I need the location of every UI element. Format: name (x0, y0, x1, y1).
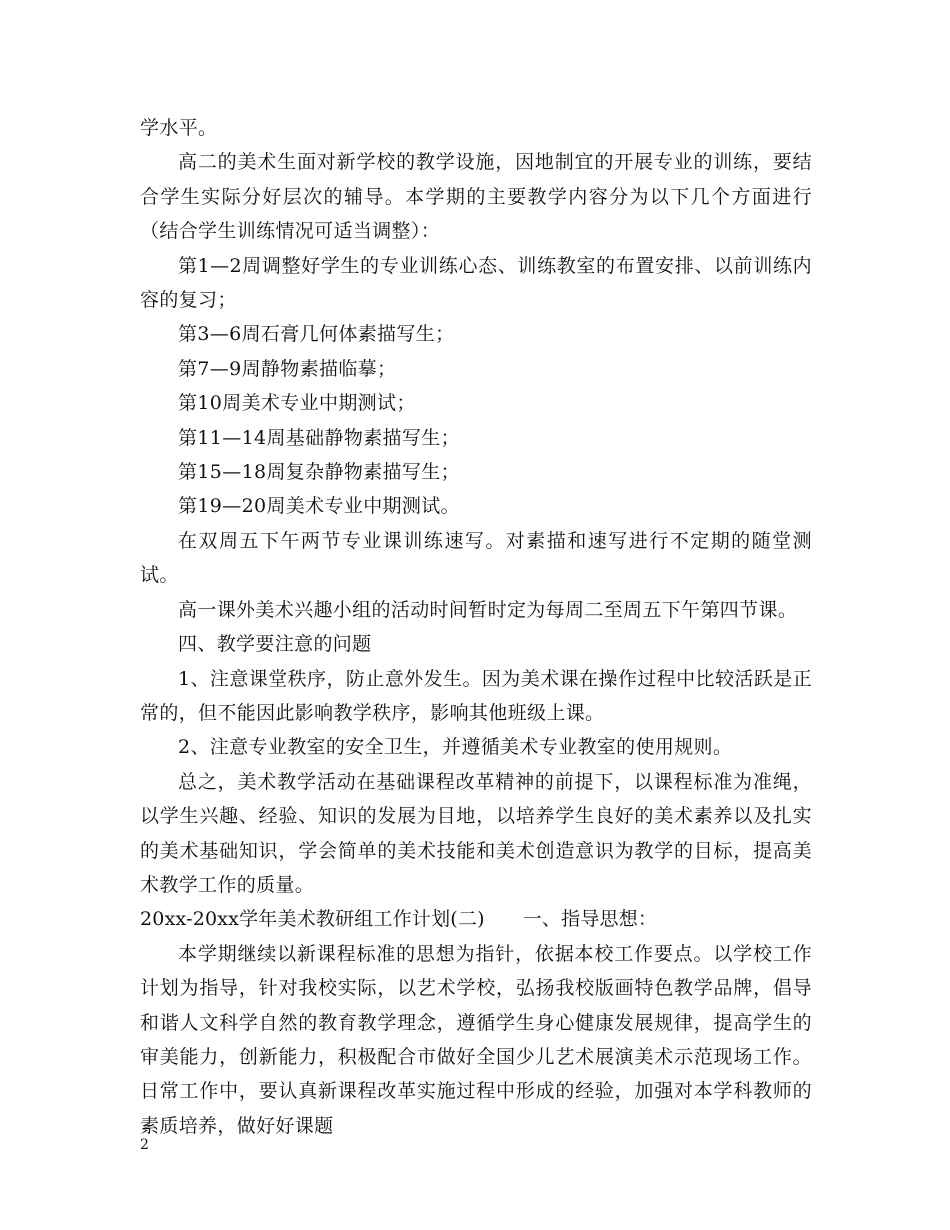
body-paragraph: 高二的美术生面对新学校的教学设施，因地制宜的开展专业的训练，要结合学生实际分好层次的辅导。本学期的主要教学内容分为以下几个方面进行（结合学生训练情况可适当调整）： (140, 151, 812, 243)
body-paragraph: 第10周美术专业中期测试； (178, 392, 416, 415)
body-paragraph: 第1—2周调整好学生的专业训练心态、训练教室的布置安排、以前训练内容的复习； (140, 254, 812, 312)
body-paragraph: 学水平。 (140, 117, 218, 139)
page-number: 2 (140, 1137, 149, 1153)
section-heading (140, 902, 812, 936)
body-paragraph: 1、注意课堂秩序，防止意外发生。因为美术课在操作过程中比较活跃是正常的，但不能因此影响教学秩序，影响其他班级上课。 (140, 667, 812, 724)
body-paragraph: 总之，美术教学活动在基础课程改革精神的前提下，以课程标准为准绳，以学生兴趣、经验、知识的发展为目地，以培养学生良好的美术素养以及扎实的美术基础知识，学会简单的美术技能和美术创造意识为教学的目标，提高美术教学工作的质量。 (140, 770, 812, 896)
body-paragraph: 2、注意专业教室的安全卫生，并遵循美术专业教室的使用规则。 (178, 736, 733, 759)
body-paragraph: 第3—6周石膏几何体素描写生； (178, 323, 455, 346)
body-paragraph: 在双周五下午两节专业课训练速写。对素描和速写进行不定期的随堂测试。 (140, 529, 812, 587)
section-heading-title: 20xx-20xx学年美术教研组工作计划(二) (140, 908, 485, 931)
body-paragraph: 高一课外美术兴趣小组的活动时间暂时定为每周二至周五下午第四节课。 (178, 598, 798, 621)
document-body (140, 111, 812, 1143)
body-paragraph: 第15—18周复杂静物素描写生； (178, 461, 460, 484)
body-paragraph: 第11—14周基础静物素描写生； (178, 426, 460, 449)
body-paragraph: 四、教学要注意的问题 (178, 633, 372, 656)
section-heading-subtitle: 一、指导思想： (522, 908, 658, 931)
paragraph-list (140, 111, 812, 902)
body-paragraph: 第19—20周美术专业中期测试。 (178, 495, 460, 518)
closing-paragraph: 本学期继续以新课程标准的思想为指针，依据本校工作要点。以学校工作计划为指导，针对我校实际，以艺术学校，弘扬我校版画特色教学品牌，倡导和谐人文科学自然的教育教学理念，遵循学生身心健康发展规律，提高学生的审美能力，创新能力，积极配合市做好全国少儿艺术展演美术示范现场工作。日常工作中，要认真新课程改革实施过程中形成的经验，加强对本学科教师的素质培养，做好好课题 (140, 942, 812, 1137)
body-paragraph: 第7—9周静物素描临摹； (178, 357, 397, 380)
